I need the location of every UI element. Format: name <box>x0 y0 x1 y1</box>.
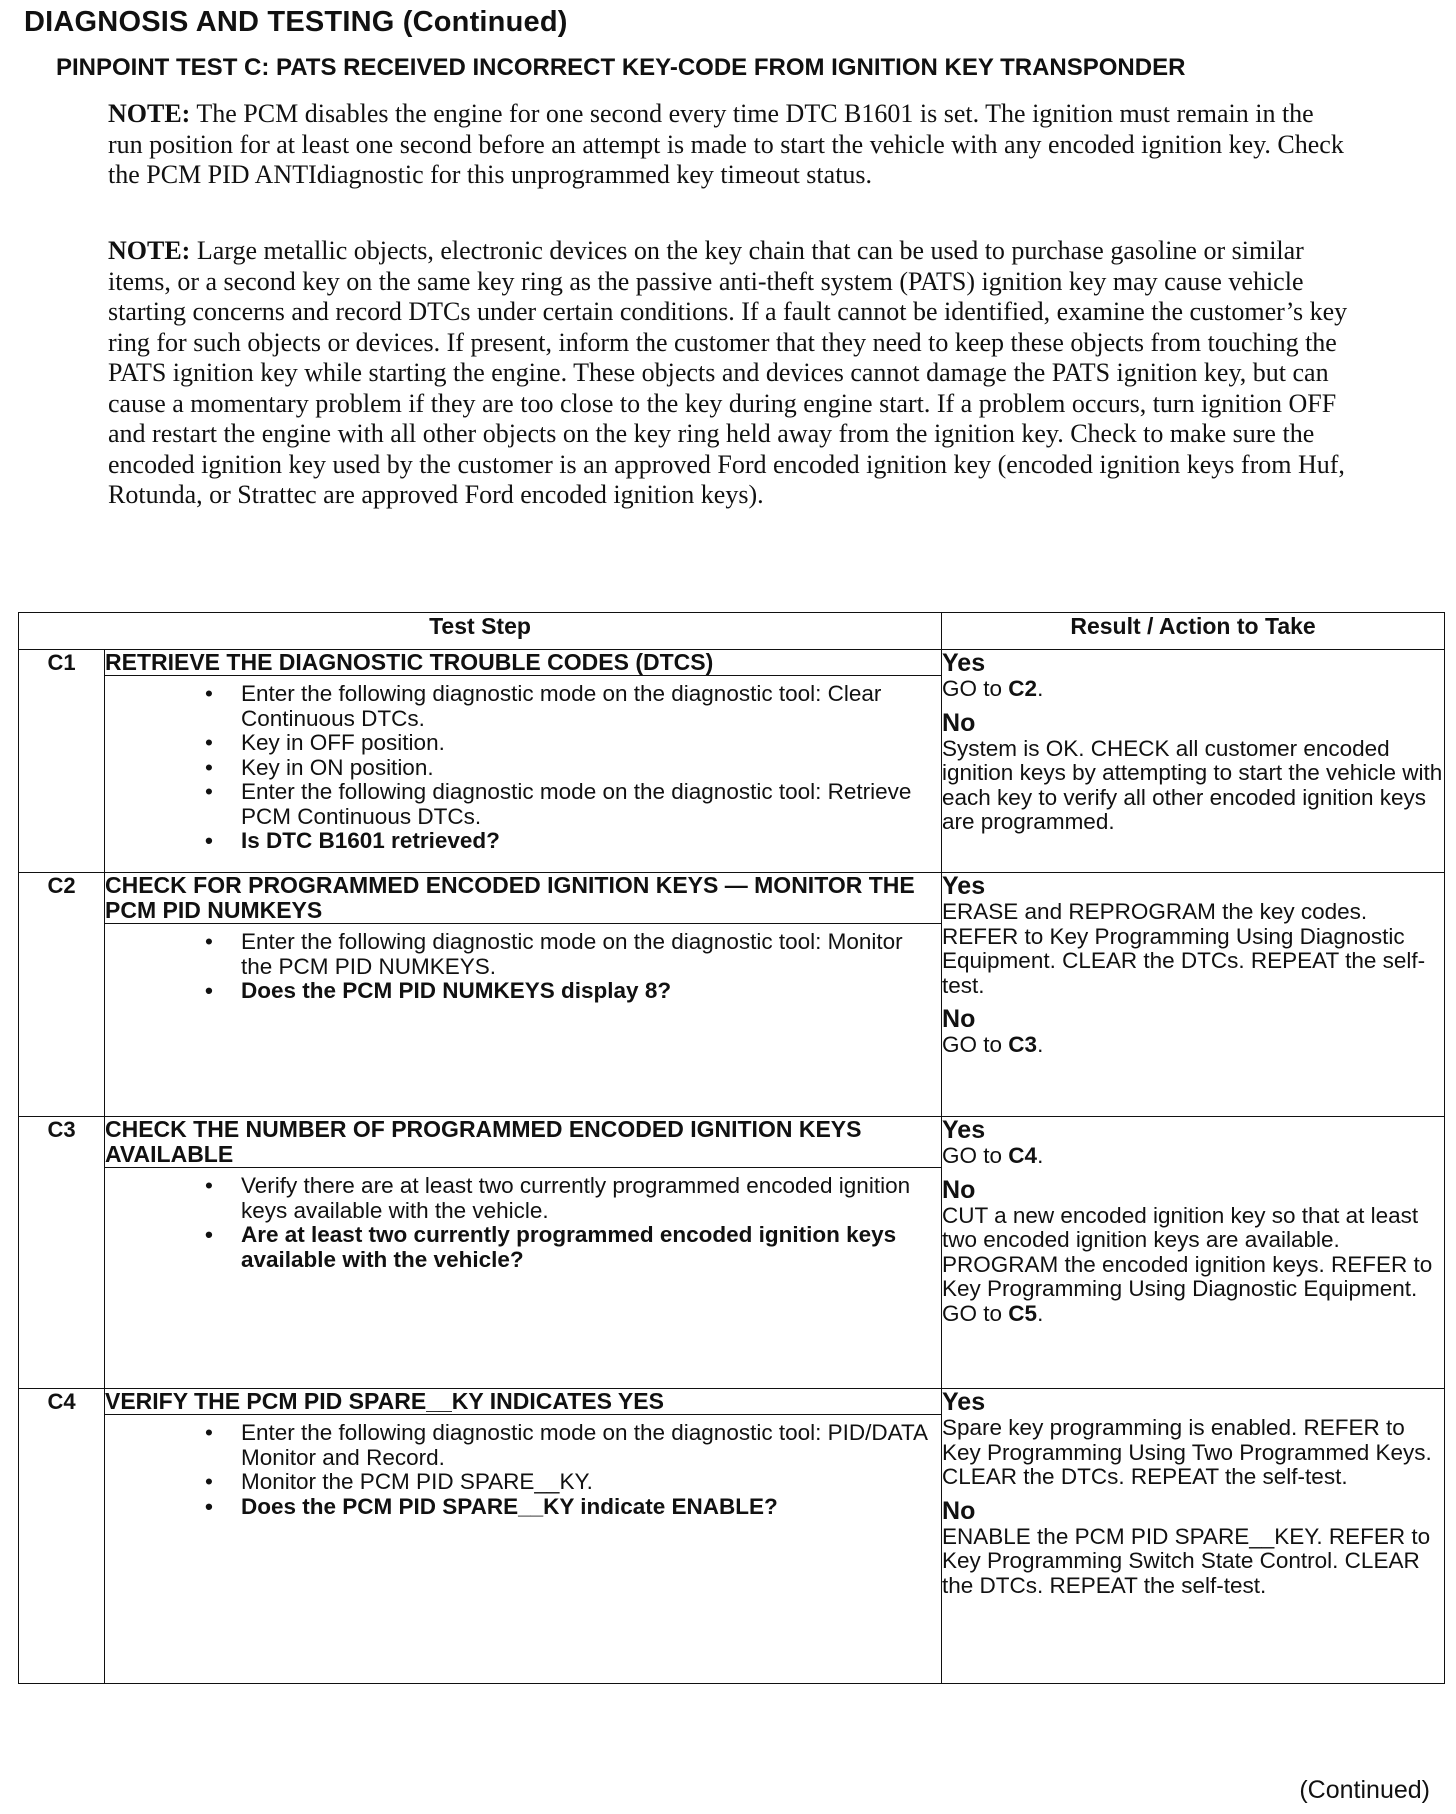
bullet-icon: • <box>205 929 213 954</box>
test-step-c2 <box>19 873 1445 924</box>
result-no <box>942 1006 1444 1058</box>
instruction-text: Enter the following diagnostic mode on the diagnostic tool: Clear Continuous DTCs. <box>241 681 882 731</box>
result-no-step-ref: C3 <box>1008 1032 1038 1057</box>
result-no-tail: . <box>1037 1300 1044 1326</box>
note-text: Large metallic objects, electronic devices on the key chain that can be used to purchase gasoline or similar items, or a second key on the same key ring as the passive anti-theft system (PATS) ignition key may cause vehicle starting concerns and record DTCs under certain conditions. If a fault cannot be identified, examine the customer’s key ring for such objects or devices. If present, inform the customer that they need to keep these objects from touching the PATS ignition key while starting the engine. These objects and devices cannot damage the PATS ignition key, but can cause a momentary problem if they are too close to the key during engine start. If a problem occurs, turn ignition OFF and restart the engine with all other objects on the key ring held away from the ignition key. Check to make sure the encoded ignition key used by the customer is an approved Ford encoded ignition key (encoded ignition keys from Huf, Rotunda, or Strattec are approved Ford encoded ignition keys). <box>108 236 1348 509</box>
result-yes <box>942 650 1444 702</box>
instruction-text: Monitor the PCM PID SPARE__KY. <box>241 1469 593 1494</box>
bullet-icon: • <box>205 730 213 755</box>
test-step-table <box>18 612 1445 1684</box>
result-no-text: ENABLE the PCM PID SPARE__KEY. REFER to Key Programming Switch State Control. CLEAR the DTCs. REPEAT the self-test. <box>942 1523 1431 1598</box>
result-no-text: CUT a new encoded ignition key so that at least two encoded ignition keys are available. PROGRAM the encoded ignition keys. REFER to Key Programming Using Diagnostic Equipment. GO to <box>942 1202 1433 1326</box>
instruction-text: Key in ON position. <box>241 754 434 780</box>
result-no-label: No <box>942 708 976 737</box>
instruction-item <box>105 930 931 979</box>
result-yes <box>942 1117 1444 1169</box>
instruction-item <box>105 682 931 731</box>
step-result <box>942 650 1445 873</box>
result-yes-step-ref: C4 <box>1008 1143 1038 1168</box>
step-id: C1 <box>19 650 105 873</box>
bullet-icon: • <box>205 1173 213 1198</box>
bullet-list <box>105 924 941 1012</box>
step-title: VERIFY THE PCM PID SPARE__KY INDICATES YES <box>105 1389 942 1415</box>
bullet-icon: • <box>205 1469 213 1494</box>
step-id: C3 <box>19 1117 105 1389</box>
step-id: C2 <box>19 873 105 1117</box>
step-title: CHECK FOR PROGRAMMED ENCODED IGNITION KEYS — MONITOR THE PCM PID NUMKEYS <box>105 873 942 924</box>
instruction-item <box>105 1174 931 1223</box>
result-yes <box>942 873 1444 998</box>
instruction-item <box>105 1495 931 1520</box>
result-yes-label: Yes <box>942 872 986 900</box>
instruction-text: Enter the following diagnostic mode on the diagnostic tool: Retrieve PCM Continuous DTCs. <box>241 779 912 829</box>
instruction-item <box>105 780 931 829</box>
instruction-item <box>105 1223 931 1272</box>
instruction-text: Does the PCM PID NUMKEYS display 8? <box>241 978 672 1003</box>
result-no <box>942 1498 1444 1599</box>
bullet-icon: • <box>205 754 213 780</box>
bullet-icon: • <box>205 978 213 1003</box>
step-title: CHECK THE NUMBER OF PROGRAMMED ENCODED IGNITION KEYS AVAILABLE <box>105 1117 942 1168</box>
result-no-label: No <box>942 1005 976 1033</box>
step-result <box>942 873 1445 1117</box>
step-instructions <box>105 1415 942 1684</box>
bullet-icon: • <box>205 828 213 853</box>
step-instructions <box>105 676 942 873</box>
result-no-tail: . <box>1037 1032 1044 1057</box>
instruction-text: Key in OFF position. <box>241 730 445 755</box>
bullet-icon: • <box>205 681 213 706</box>
test-step-c4 <box>19 1389 1445 1415</box>
column-header-test-step: Test Step <box>19 613 942 650</box>
instruction-item <box>105 756 931 781</box>
instruction-item <box>105 1470 931 1495</box>
instruction-text: Are at least two currently programmed encoded ignition keys available with the vehicle? <box>241 1222 897 1272</box>
instruction-item <box>105 1421 931 1470</box>
note-label: NOTE: <box>108 99 191 128</box>
result-yes-step-ref: C2 <box>1008 676 1038 701</box>
instruction-text: Does the PCM PID SPARE__KY indicate ENABLE? <box>241 1493 778 1519</box>
result-no <box>942 710 1444 835</box>
result-yes-label: Yes <box>942 1388 986 1416</box>
instruction-item <box>105 829 931 854</box>
column-header-result: Result / Action to Take <box>942 613 1445 650</box>
step-result <box>942 1117 1445 1389</box>
instruction-item <box>105 979 931 1004</box>
page-title: DIAGNOSIS AND TESTING (Continued) <box>24 6 568 38</box>
result-no <box>942 1177 1444 1327</box>
step-result <box>942 1389 1445 1684</box>
result-yes-tail: . <box>1037 676 1044 701</box>
note-key-ring-objects <box>108 236 1348 511</box>
bullet-icon: • <box>205 779 213 804</box>
result-no-text: System is OK. CHECK all customer encoded ignition keys by attempting to start the vehicle with each key to verify all other encoded ignition keys are programmed. <box>942 735 1443 834</box>
bullet-list <box>105 1168 941 1280</box>
bullet-list <box>105 676 941 862</box>
result-no-step-ref: C5 <box>1008 1300 1038 1326</box>
step-id: C4 <box>19 1389 105 1684</box>
result-yes-text: ERASE and REPROGRAM the key codes. REFER to Key Programming Using Diagnostic Equipment. CLEAR the DTCs. REPEAT the self-test. <box>942 899 1426 998</box>
note-text: The PCM disables the engine for one second every time DTC B1601 is set. The ignition must remain in the run position for at least one second before an attempt is made to start the vehicle with any encoded ignition key. Check the PCM PID ANTIdiagnostic for this unprogrammed key timeout status. <box>108 99 1344 189</box>
result-no-label: No <box>942 1175 976 1204</box>
instruction-text: Verify there are at least two currently programmed encoded ignition keys available with the vehicle. <box>241 1173 911 1223</box>
result-no-text: GO to <box>942 1032 1009 1057</box>
instruction-text: Enter the following diagnostic mode on the diagnostic tool: Monitor the PCM PID NUMKEYS. <box>241 929 903 979</box>
note-label: NOTE: <box>108 236 191 265</box>
result-yes-tail: . <box>1037 1143 1044 1168</box>
bullet-icon: • <box>205 1493 213 1519</box>
instruction-item <box>105 731 931 756</box>
pinpoint-test-title: PINPOINT TEST C: PATS RECEIVED INCORRECT KEY-CODE FROM IGNITION KEY TRANSPONDER <box>56 54 1186 81</box>
step-instructions <box>105 924 942 1117</box>
instruction-text: Enter the following diagnostic mode on the diagnostic tool: PID/DATA Monitor and Record. <box>241 1420 927 1470</box>
note-timeout <box>108 99 1348 191</box>
instruction-text: Is DTC B1601 retrieved? <box>241 828 500 853</box>
bullet-icon: • <box>205 1222 213 1247</box>
result-yes <box>942 1389 1444 1490</box>
result-yes-text: GO to <box>942 1143 1009 1168</box>
bullet-icon: • <box>205 1420 213 1445</box>
step-instructions <box>105 1168 942 1389</box>
continued-label: (Continued) <box>1299 1776 1430 1804</box>
test-step-c1 <box>19 650 1445 676</box>
result-yes-text: Spare key programming is enabled. REFER to Key Programming Using Two Programmed Keys. CLEAR the DTCs. REPEAT the self-test. <box>942 1415 1432 1489</box>
result-yes-label: Yes <box>942 649 986 677</box>
step-title: RETRIEVE THE DIAGNOSTIC TROUBLE CODES (DTCS) <box>105 650 942 676</box>
test-step-c3 <box>19 1117 1445 1168</box>
result-yes-label: Yes <box>942 1116 986 1144</box>
result-yes-text: GO to <box>942 676 1009 701</box>
result-no-label: No <box>942 1496 976 1525</box>
bullet-list <box>105 1415 941 1527</box>
